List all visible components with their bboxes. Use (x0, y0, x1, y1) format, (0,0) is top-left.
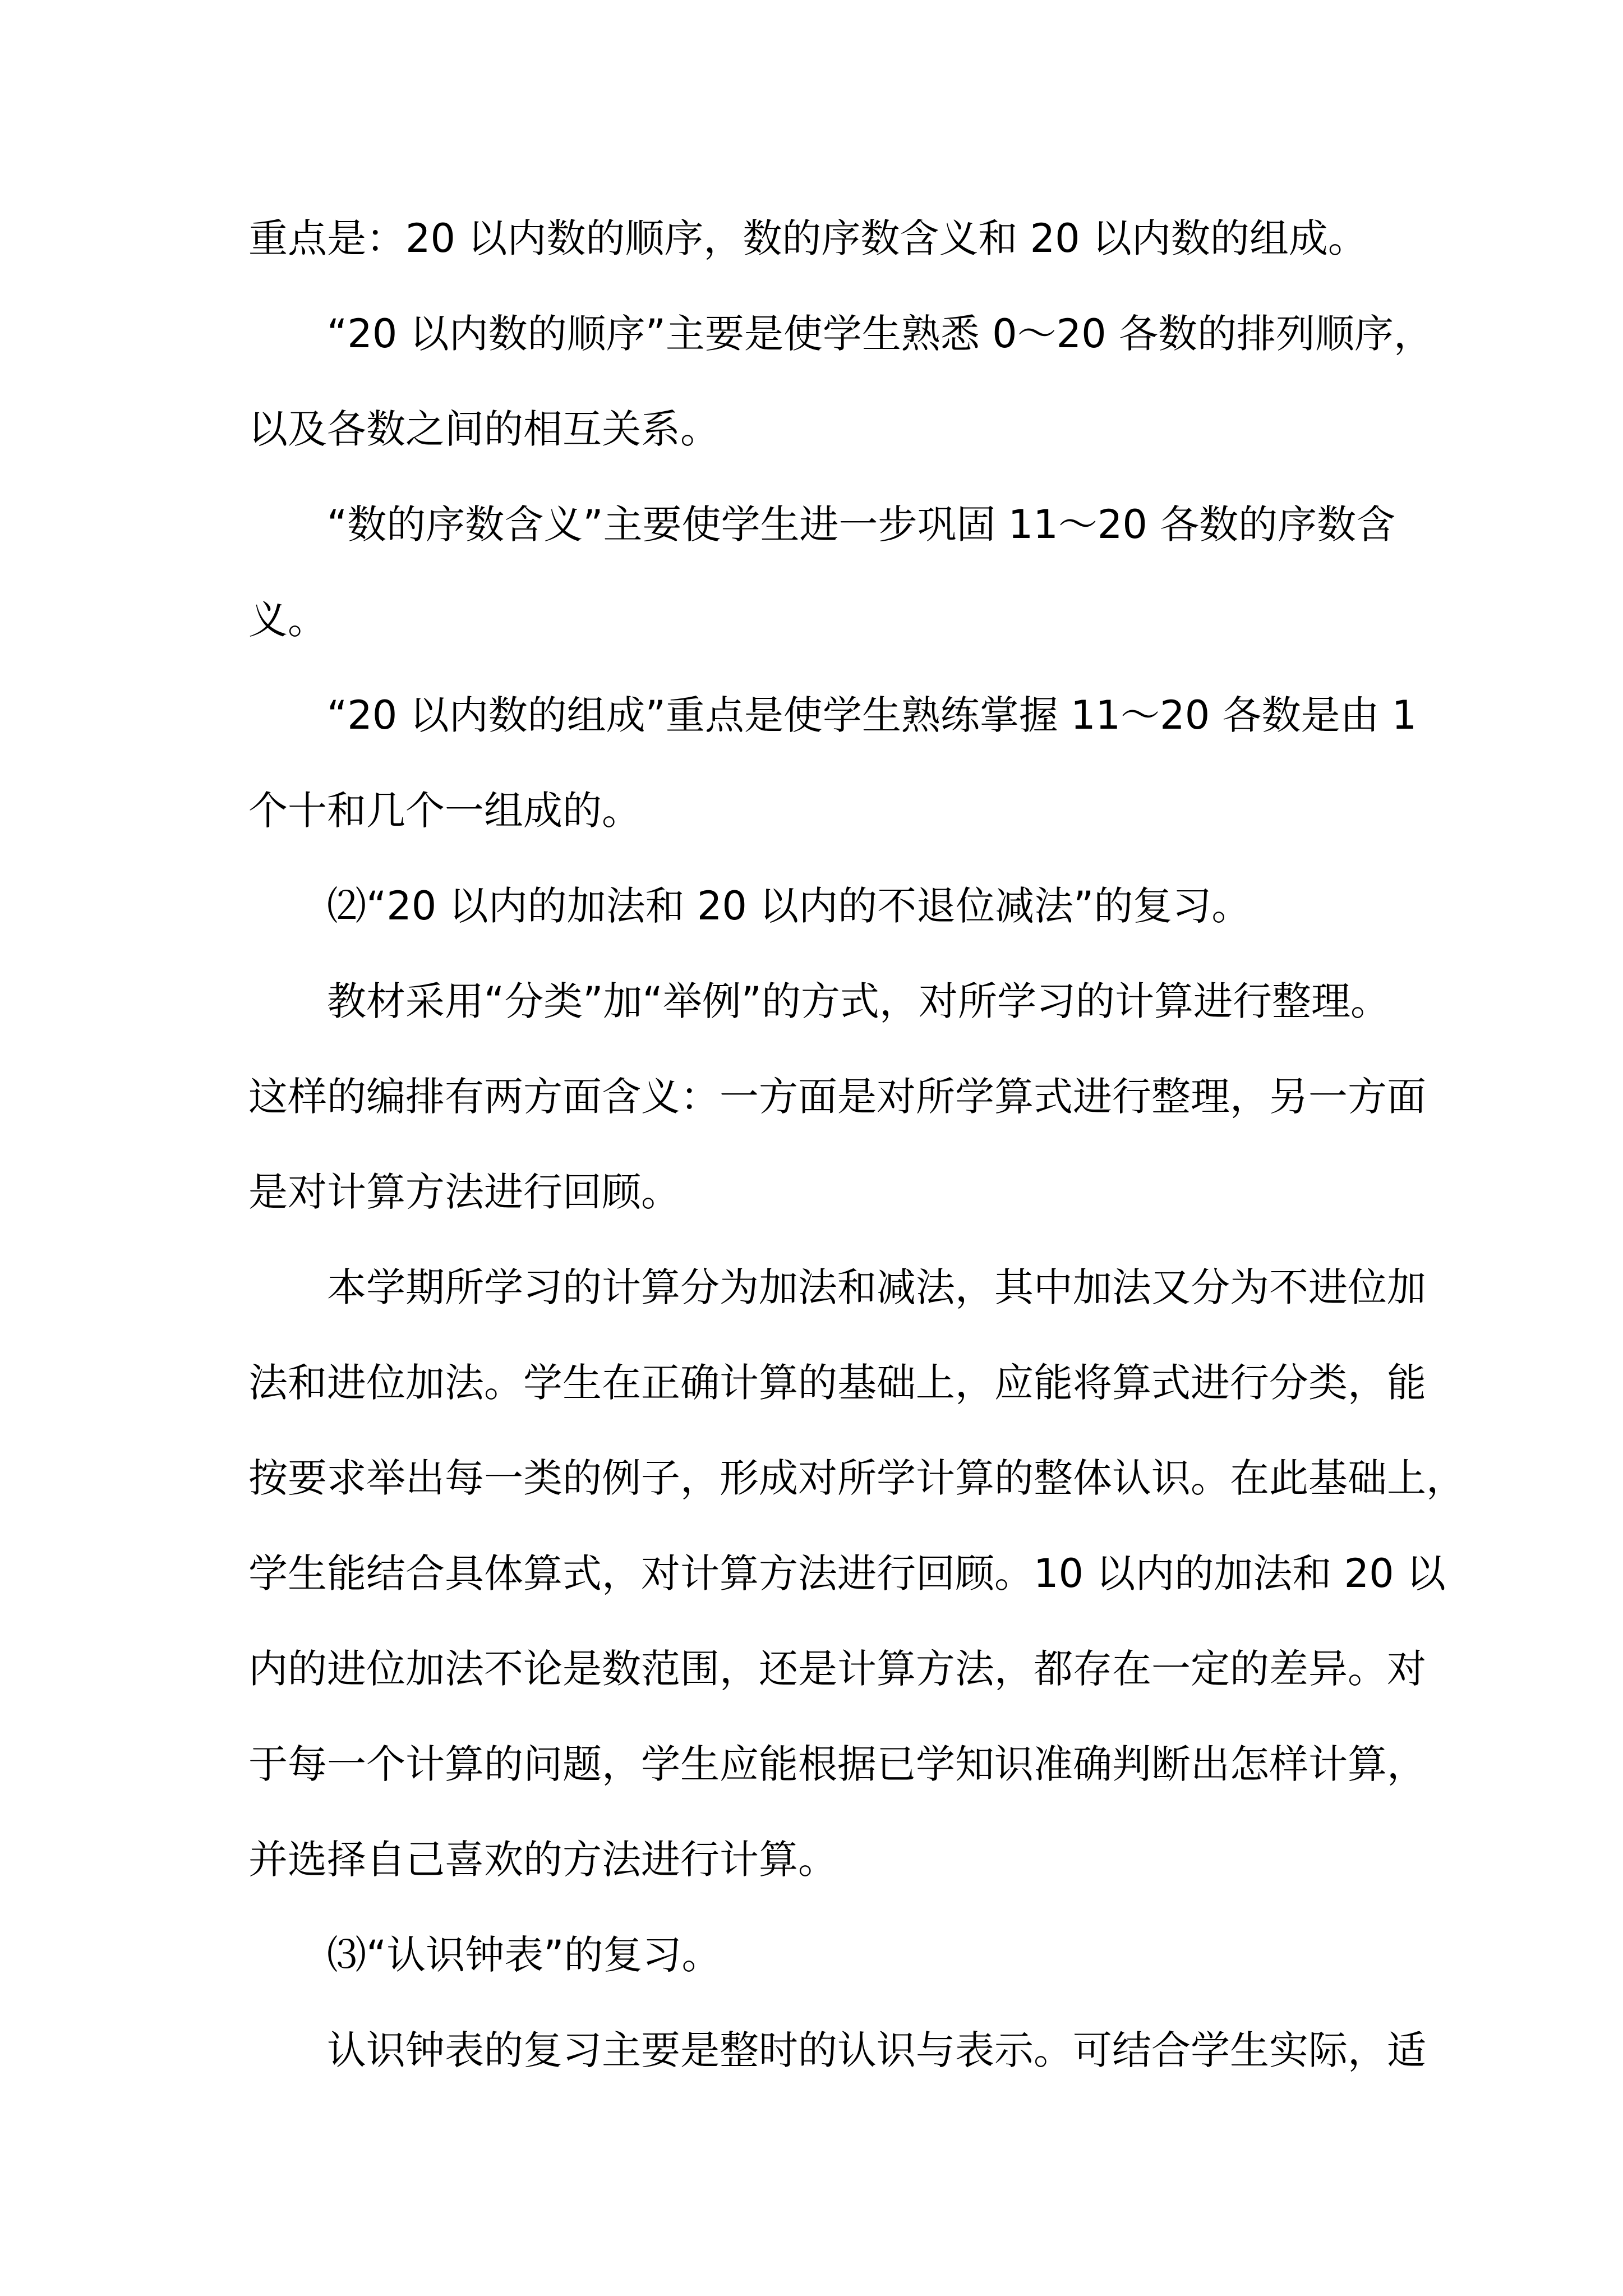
text-line-p5-l1: ⑵“20 以内的加法和 20 以内的不退位减法”的复习。 (327, 883, 1251, 929)
text-line-p7-l5: 内的进位加法不论是数范围，还是计算方法，都存在一定的差异。对 (248, 1646, 1426, 1692)
text-line-p6-l2: 这样的编排有两方面含义：一方面是对所学算式进行整理，另一方面 (248, 1074, 1426, 1120)
text-line-p2-l1: “20 以内数的顺序”主要是使学生熟悉 0～20 各数的排列顺序， (327, 311, 1433, 357)
text-line-p2-l2: 以及各数之间的相互关系。 (248, 406, 720, 452)
text-line-p8-l1: ⑶“认识钟表”的复习。 (327, 1932, 721, 1978)
text-line-p7-l7: 并选择自己喜欢的方法进行计算。 (248, 1837, 837, 1883)
text-line-p3-l2: 义。 (248, 597, 327, 643)
text-line-p4-l1: “20 以内数的组成”重点是使学生熟练掌握 11～20 各数是由 1 (327, 692, 1417, 738)
text-line-p1-l1: 重点是：20 以内数的顺序，数的序数含义和 20 以内数的组成。 (248, 215, 1367, 261)
text-line-p7-l1: 本学期所学习的计算分为加法和减法，其中加法又分为不进位加 (327, 1264, 1426, 1310)
text-line-p9-l1: 认识钟表的复习主要是整时的认识与表示。可结合学生实际，适 (327, 2027, 1426, 2073)
text-line-p6-l3: 是对计算方法进行回顾。 (248, 1169, 680, 1215)
text-line-p6-l1: 教材采用“分类”加“举例”的方式，对所学习的计算进行整理。 (327, 978, 1390, 1024)
text-line-p7-l6: 于每一个计算的问题，学生应能根据已学知识准确判断出怎样计算， (248, 1741, 1426, 1787)
text-line-p7-l2: 法和进位加法。学生在正确计算的基础上，应能将算式进行分类，能 (248, 1360, 1426, 1406)
text-line-p3-l1: “数的序数含义”主要使学生进一步巩固 11～20 各数的序数含 (327, 501, 1396, 547)
text-line-p7-l4: 学生能结合具体算式，对计算方法进行回顾。10 以内的加法和 20 以 (248, 1550, 1446, 1596)
text-line-p7-l3: 按要求举出每一类的例子，形成对所学计算的整体认识。在此基础上， (248, 1455, 1465, 1501)
text-line-p4-l2: 个十和几个一组成的。 (248, 788, 641, 834)
